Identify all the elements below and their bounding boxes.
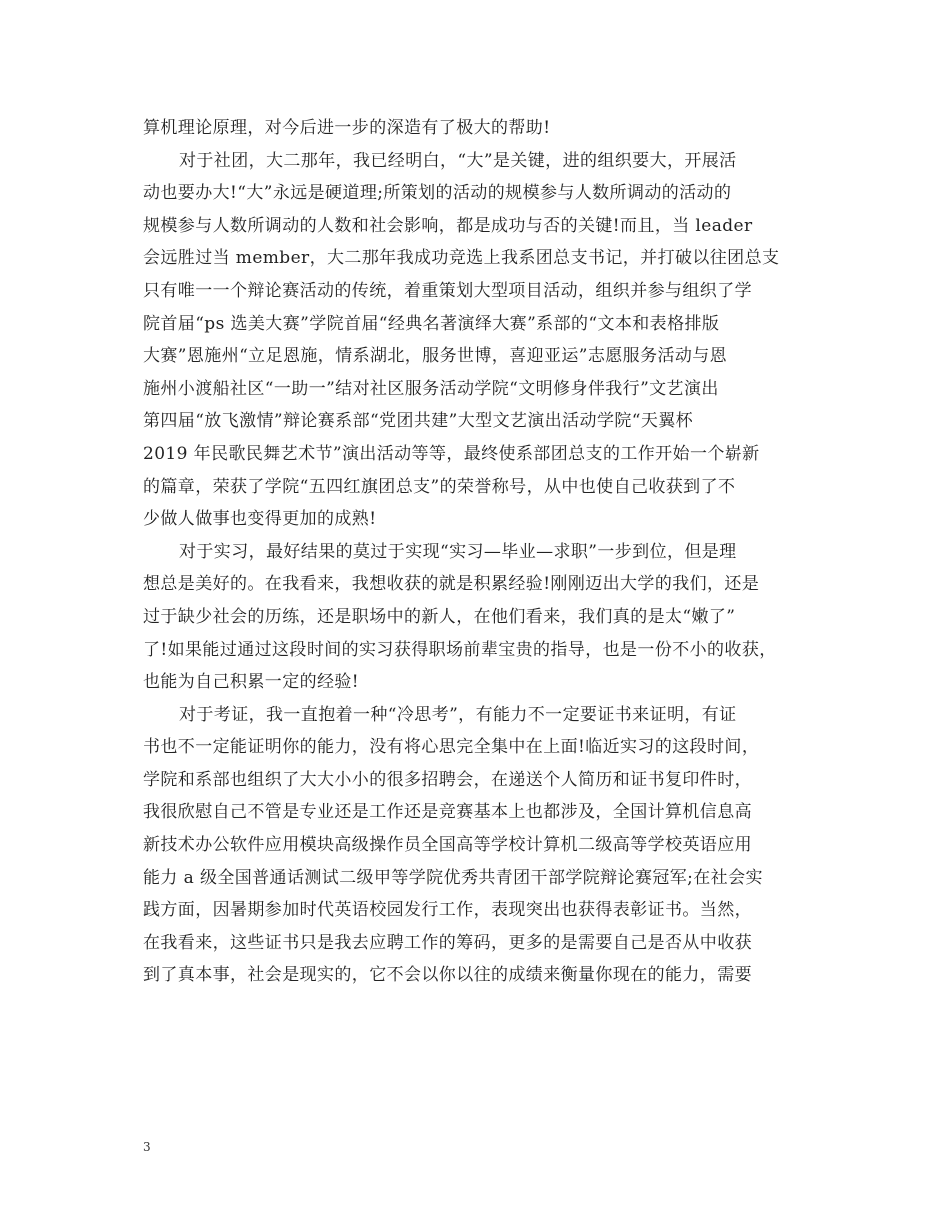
- text-line: 少做人做事也变得更加的成熟!: [143, 509, 377, 530]
- text-line: 我很欣慰自己不管是专业还是工作还是竞赛基本上也都涉及，全国计算机信息高: [143, 802, 752, 823]
- text-line: 对于实习，最好结果的莫过于实现“实习—毕业—求职”一步到位，但是理: [179, 541, 737, 562]
- text-line: 大赛”恩施州“立足恩施，情系湖北，服务世博，喜迎亚运”志愿服务活动与恩: [143, 346, 728, 367]
- text-line: 会远胜过当 member，大二那年我成功竞选上我系团总支书记，并打破以往团总支: [143, 248, 780, 269]
- text-line: 施州小渡船社区“一助一”结对社区服务活动学院“文明修身伴我行”文艺演出: [143, 378, 719, 399]
- text-line: 书也不一定能证明你的能力，没有将心思完全集中在上面!临近实习的这段时间，: [143, 737, 760, 758]
- text-line: 想总是美好的。在我看来，我想收获的就是积累经验!刚刚迈出大学的我们，还是: [143, 574, 760, 595]
- text-line: 第四届“放飞激情”辩论赛系部“党团共建”大型文艺演出活动学院“天翼杯: [143, 411, 694, 432]
- body-text: [143, 112, 821, 992]
- text-line: 院首届“ps 选美大赛”学院首届“经典名著演绎大赛”系部的“文本和表格排版: [143, 313, 720, 334]
- text-line: 动也要办大!“大”永远是硬道理;所策划的活动的规模参与人数所调动的活动的: [143, 183, 732, 204]
- text-line: 2019 年民歌民舞艺术节”演出活动等等，最终使系部团总支的工作开始一个崭新: [143, 443, 760, 464]
- text-line: 在我看来，这些证书只是我去应聘工作的筹码，更多的是需要自己是否从中收获: [143, 932, 752, 953]
- text-line: 规模参与人数所调动的人数和社会影响，都是成功与否的关键!而且，当 leader: [143, 215, 753, 236]
- text-line: 的篇章，荣获了学院“五四红旗团总支”的荣誉称号，从中也使自己收获到了不: [143, 476, 736, 497]
- text-line: 对于考证，我一直抱着一种“冷思考”，有能力不一定要证书来证明，有证: [179, 704, 737, 725]
- text-line: 也能为自己积累一定的经验!: [143, 672, 360, 693]
- text-line: 践方面，因暑期参加时代英语校园发行工作，表现突出也获得表彰证书。当然，: [143, 900, 752, 921]
- text-line: 了!如果能过通过这段时间的实习获得职场前辈宝贵的指导，也是一份不小的收获，: [143, 639, 777, 660]
- text-line: 到了真本事，社会是现实的，它不会以你以往的成绩来衡量你现在的能力，需要: [143, 965, 752, 986]
- text-line: 过于缺少社会的历练，还是职场中的新人，在他们看来，我们真的是太“嫩了”: [143, 606, 736, 627]
- text-line: 算机理论原理，对今后进一步的深造有了极大的帮助!: [143, 118, 551, 138]
- text-line: 只有唯一一个辩论赛活动的传统，着重策划大型项目活动，组织并参与组织了学: [143, 280, 752, 301]
- page-number: 3: [143, 1140, 151, 1154]
- text-line: 新技术办公软件应用模块高级操作员全国高等学校计算机二级高等学校英语应用: [143, 835, 752, 856]
- text-line: 学院和系部也组织了大大小小的很多招聘会，在递送个人简历和证书复印件时，: [143, 769, 752, 790]
- text-line: 能力 a 级全国普通话测试二级甲等学院优秀共青团干部学院辩论赛冠军;在社会实: [143, 867, 763, 888]
- text-line: 对于社团，大二那年，我已经明白，“大”是关键，进的组织要大，开展活: [179, 150, 737, 171]
